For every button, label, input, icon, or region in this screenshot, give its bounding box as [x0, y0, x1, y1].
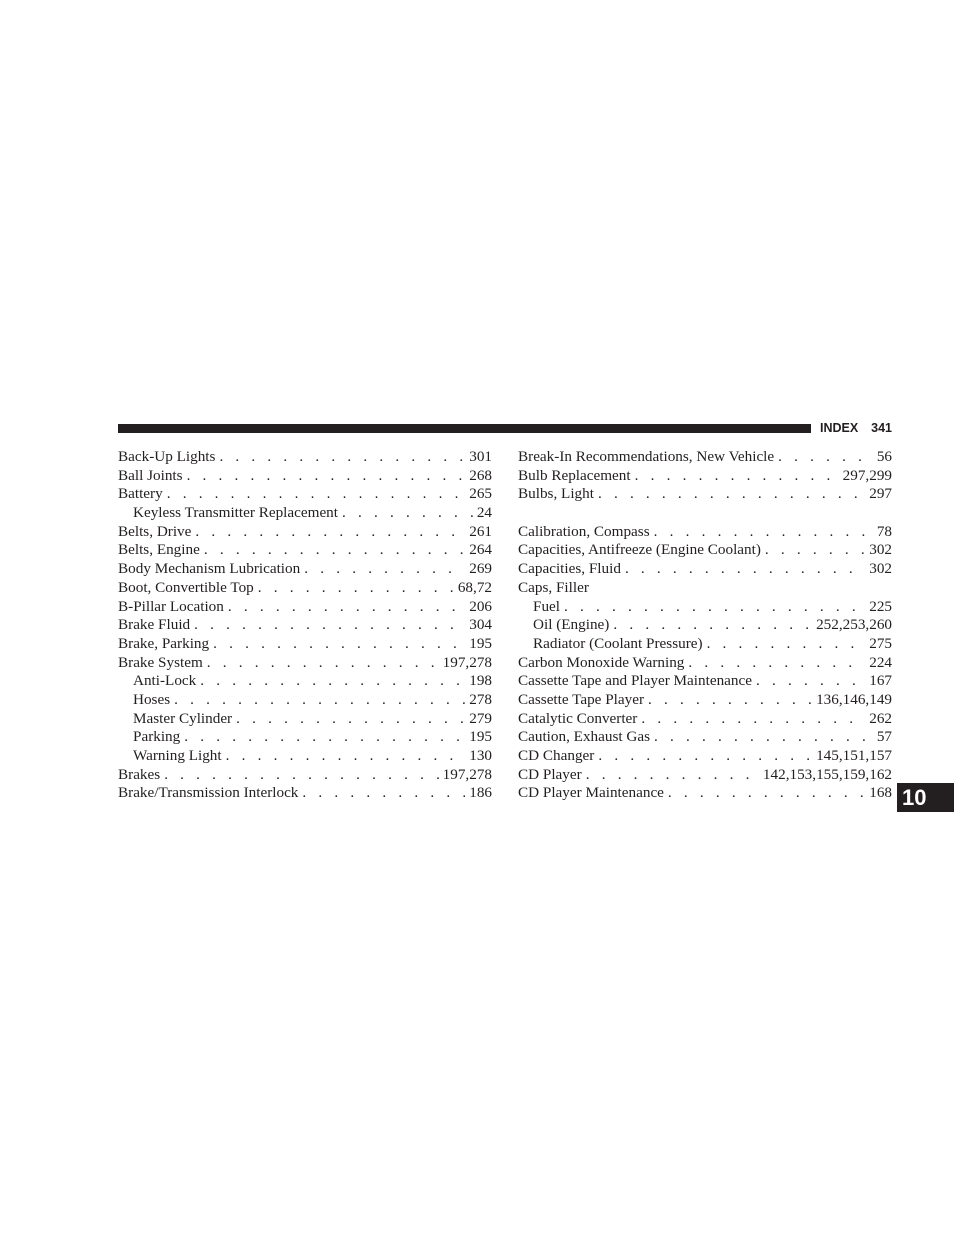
dot-leader: [654, 523, 873, 542]
index-entry: [118, 560, 492, 579]
entry-label: Back-Up Lights: [118, 448, 216, 465]
entry-label: Parking: [133, 728, 181, 746]
dot-leader: [564, 598, 865, 617]
index-entry: [118, 616, 492, 635]
entry-label: Radiator (Coolant Pressure): [533, 634, 703, 652]
header-rule: [118, 424, 811, 433]
index-entry: [518, 541, 892, 560]
index-entry: [518, 485, 892, 504]
section-title: INDEX: [820, 421, 859, 435]
dot-leader: [765, 541, 865, 560]
index-entry: [118, 784, 492, 803]
entry-page-ref: 57: [876, 728, 892, 746]
dot-leader: [207, 654, 439, 673]
dot-leader: [613, 616, 812, 635]
entry-page-ref: 167: [869, 672, 892, 690]
page-number: 341: [871, 421, 892, 435]
entry-page-ref: 265: [469, 485, 492, 503]
index-entry: [118, 579, 492, 598]
entry-label: Fuel: [533, 597, 561, 615]
entry-page-ref: 252,253,260: [816, 616, 892, 634]
index-entry: [118, 448, 492, 467]
dot-leader: [304, 560, 465, 579]
index-subentry: [118, 728, 492, 747]
dot-leader: [586, 766, 759, 785]
entry-label: B-Pillar Location: [118, 597, 224, 615]
entry-label: Break-In Recommendations, New Vehicle: [518, 448, 775, 465]
dot-leader: [598, 485, 865, 504]
dot-leader: [778, 448, 873, 467]
entry-label: Battery: [118, 485, 163, 503]
entry-page-ref: 278: [469, 690, 492, 708]
entry-label: Brakes: [118, 765, 161, 783]
entry-page-ref: 197,278: [442, 653, 492, 671]
entry-label: Keyless Transmitter Replacement: [133, 504, 338, 522]
index-entry: [518, 467, 892, 486]
dot-leader: [187, 467, 466, 486]
entry-page-ref: 297: [869, 485, 892, 503]
entry-page-ref: 268: [469, 466, 492, 484]
index-entry: [118, 485, 492, 504]
index-entry: [118, 467, 492, 486]
entry-label: Master Cylinder: [133, 709, 233, 727]
entry-label: Brake/Transmission Interlock: [118, 784, 299, 802]
index-subentry: [118, 504, 492, 523]
entry-label: Cassette Tape Player: [518, 690, 645, 708]
dot-leader: [668, 784, 865, 803]
entry-label: Carbon Monoxide Warning: [518, 653, 685, 671]
entry-page-ref: 145,151,157: [816, 747, 892, 764]
entry-page-ref: 56: [876, 448, 892, 465]
entry-label: CD Changer: [518, 747, 595, 764]
entry-page-ref: 301: [469, 448, 492, 465]
index-entry: [518, 560, 892, 579]
index-entry: [518, 579, 892, 598]
entry-page-ref: 78: [876, 522, 892, 540]
index-entry: [118, 523, 492, 542]
entry-page-ref: 197,278: [442, 765, 492, 783]
entry-label: Brake Fluid: [118, 616, 191, 634]
entry-page-ref: 297,299: [842, 466, 892, 484]
index-entry: [118, 635, 492, 654]
index-entry: [518, 691, 892, 710]
entry-label: Cassette Tape and Player Maintenance: [518, 672, 752, 690]
entry-page-ref: 279: [469, 709, 492, 727]
running-header: [820, 420, 892, 436]
index-subentry: [118, 747, 492, 766]
index-subentry: [118, 672, 492, 691]
dot-leader: [194, 616, 465, 635]
entry-label: Belts, Drive: [118, 522, 192, 540]
entry-label: Capacities, Antifreeze (Engine Coolant): [518, 541, 761, 559]
index-entry: [518, 523, 892, 542]
index-subentry: [118, 691, 492, 710]
dot-leader: [654, 728, 873, 747]
entry-page-ref: 302: [869, 560, 892, 578]
chapter-tab: 10: [897, 783, 954, 812]
entry-page-ref: 225: [869, 597, 892, 615]
entry-label: Capacities, Fluid: [518, 560, 621, 578]
entry-label: Hoses: [133, 690, 171, 708]
dot-leader: [707, 635, 866, 654]
entry-gap: [518, 504, 892, 523]
entry-label: Caution, Exhaust Gas: [518, 728, 651, 746]
entry-page-ref: 68,72: [457, 578, 492, 596]
index-entry: [518, 672, 892, 691]
entry-page-ref: 275: [869, 634, 892, 652]
entry-page-ref: 224: [869, 653, 892, 671]
entry-page-ref: 264: [469, 541, 492, 559]
entry-page-ref: 130: [469, 747, 492, 764]
entry-label: CD Player: [518, 765, 582, 783]
entry-label: Bulbs, Light: [518, 485, 594, 503]
index-column-left: [118, 448, 492, 803]
entry-page-ref: 261: [469, 522, 492, 540]
index-entry: [518, 448, 892, 467]
entry-label: Body Mechanism Lubrication: [118, 560, 301, 578]
dot-leader: [184, 728, 465, 747]
entry-label: Catalytic Converter: [518, 709, 638, 727]
dot-leader: [302, 784, 465, 803]
entry-page-ref: 269: [469, 560, 492, 578]
dot-leader: [342, 504, 473, 523]
dot-leader: [174, 691, 465, 710]
index-entry: [518, 654, 892, 673]
entry-label: Warning Light: [133, 747, 222, 764]
dot-leader: [226, 747, 466, 766]
dot-leader: [164, 766, 438, 785]
dot-leader: [195, 523, 465, 542]
dot-leader: [598, 747, 812, 766]
entry-page-ref: 142,153,155,159,162: [762, 765, 892, 783]
entry-page-ref: 302: [869, 541, 892, 559]
entry-page-ref: 198: [469, 672, 492, 690]
index-entry: [118, 541, 492, 560]
index-entry: [118, 766, 492, 785]
index-entry: [518, 747, 892, 766]
entry-page-ref: 195: [469, 634, 492, 652]
entry-label: Caps, Filler: [518, 578, 589, 596]
dot-leader: [648, 691, 812, 710]
dot-leader: [258, 579, 454, 598]
index-entry: [518, 766, 892, 785]
entry-page-ref: 24: [476, 504, 492, 522]
entry-label: Brake System: [118, 653, 203, 671]
dot-leader: [641, 710, 865, 729]
entry-label: Brake, Parking: [118, 634, 210, 652]
entry-page-ref: 136,146,149: [816, 690, 892, 708]
dot-leader: [635, 467, 839, 486]
entry-label: Boot, Convertible Top: [118, 578, 254, 596]
dot-leader: [200, 672, 465, 691]
index-subentry: [118, 710, 492, 729]
dot-leader: [756, 672, 865, 691]
entry-label: CD Player Maintenance: [518, 784, 664, 802]
entry-label: Ball Joints: [118, 466, 183, 484]
index-entry: [118, 598, 492, 617]
entry-page-ref: 186: [469, 784, 492, 802]
entry-label: Calibration, Compass: [518, 522, 650, 540]
entry-page-ref: 195: [469, 728, 492, 746]
index-subentry: [518, 598, 892, 617]
index-entry: [118, 654, 492, 673]
entry-label: Anti-Lock: [133, 672, 197, 690]
dot-leader: [625, 560, 865, 579]
entry-page-ref: 206: [469, 597, 492, 615]
dot-leader: [219, 448, 465, 467]
entry-page-ref: 304: [469, 616, 492, 634]
dot-leader: [204, 541, 465, 560]
index-entry: [518, 728, 892, 747]
entry-label: Belts, Engine: [118, 541, 200, 559]
entry-page-ref: 262: [869, 709, 892, 727]
dot-leader: [167, 485, 466, 504]
index-subentry: [518, 616, 892, 635]
index-entry: [518, 710, 892, 729]
dot-leader: [236, 710, 465, 729]
index-column-right: [518, 448, 892, 803]
entry-label: Bulb Replacement: [518, 466, 631, 484]
dot-leader: [688, 654, 865, 673]
index-subentry: [518, 635, 892, 654]
dot-leader: [213, 635, 465, 654]
dot-leader: [228, 598, 465, 617]
entry-label: Oil (Engine): [533, 616, 610, 634]
index-entry: [518, 784, 892, 803]
entry-page-ref: 168: [869, 784, 892, 802]
